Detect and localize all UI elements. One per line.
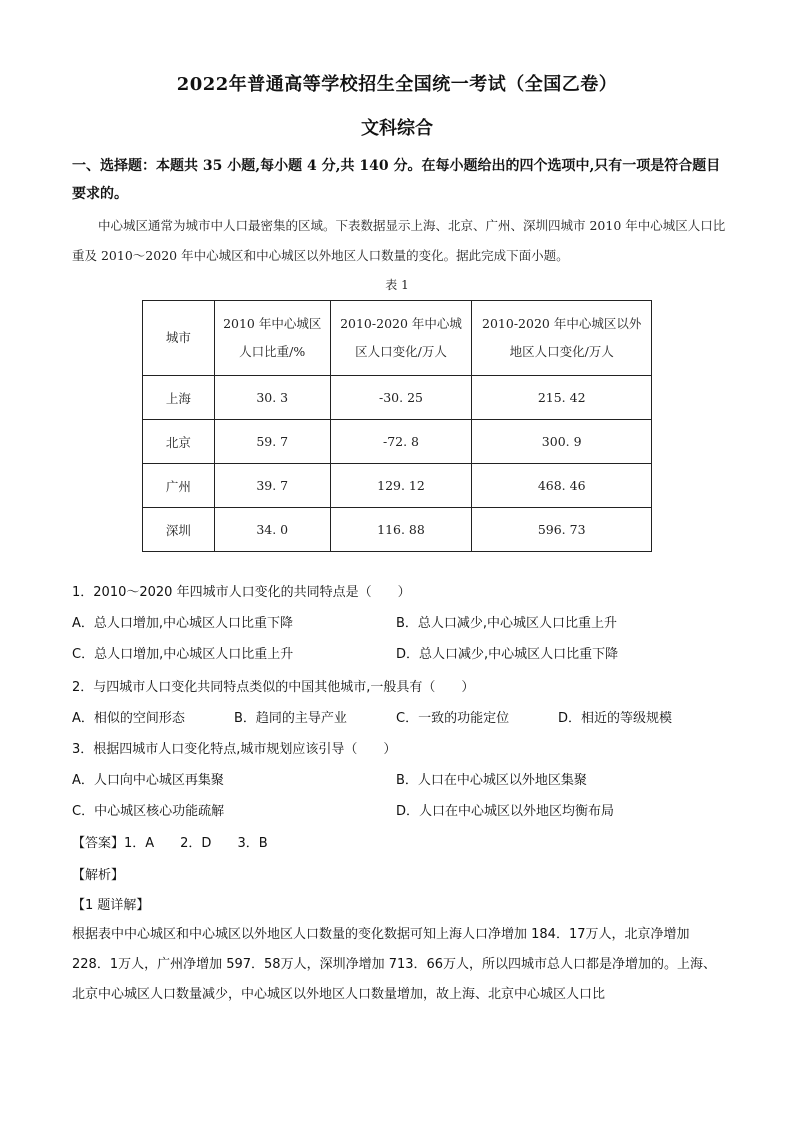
question-1-stem: 1．2010～2020 年四城市人口变化的共同特点是（ ） — [72, 585, 411, 600]
question-3-option-c[interactable]: C．中心城区核心功能疏解 — [72, 804, 225, 819]
question-1-option-b[interactable]: B．总人口减少,中心城区人口比重上升 — [396, 616, 618, 631]
question-2-option-b[interactable]: B．趋同的主导产业 — [234, 711, 347, 726]
table-cell: 广州 — [143, 464, 215, 508]
table-cell: -30. 25 — [330, 376, 472, 420]
question-2-option-a[interactable]: A．相似的空间形态 — [72, 711, 185, 726]
question-1-option-c[interactable]: C．总人口增加,中心城区人口比重上升 — [72, 647, 294, 662]
table-header-row — [143, 301, 652, 376]
section-heading: 一、选择题：本题共 35 小题,每小题 4 分,共 140 分。在每小题给出的四个选项中,只有一项是符合题目要求的。 — [72, 158, 721, 202]
question-3-option-d[interactable]: D．人口在中心城区以外地区均衡布局 — [396, 804, 615, 819]
table-cell: 596. 73 — [472, 508, 652, 552]
table-cell: 116. 88 — [330, 508, 472, 552]
table-cell: 深圳 — [143, 508, 215, 552]
question-2-option-d[interactable]: D．相近的等级规模 — [558, 711, 673, 726]
table-header-cell: 2010-2020 年中心城区以外地区人口变化/万人 — [472, 301, 652, 376]
table-cell: 30. 3 — [214, 376, 330, 420]
analysis-label: 【解析】 — [72, 868, 125, 883]
table-cell: 59. 7 — [214, 420, 330, 464]
population-table — [142, 300, 652, 552]
table-cell: 北京 — [143, 420, 215, 464]
table-row — [143, 508, 652, 552]
table-header-cell: 2010-2020 年中心城区人口变化/万人 — [330, 301, 472, 376]
table-cell: 215. 42 — [472, 376, 652, 420]
table-cell: 上海 — [143, 376, 215, 420]
question-2-stem: 2．与四城市人口变化共同特点类似的中国其他城市,一般具有（ ） — [72, 680, 475, 695]
table-header-cell: 城市 — [143, 301, 215, 376]
answer-key: 【答案】1．A 2．D 3．B — [72, 836, 268, 851]
question-1-option-a[interactable]: A．总人口增加,中心城区人口比重下降 — [72, 616, 294, 631]
table-cell: 129. 12 — [330, 464, 472, 508]
table-row — [143, 376, 652, 420]
explanation-text: 根据表中中心城区和中心城区以外地区人口数量的变化数据可知上海人口净增加 184．17万人，北京净增加 228．1万人，广州净增加 597．58万人，深圳净增加 713．66万人，所以四城市总人口都是净增加的。上海、北京中心城区人口数量减少，中心城区以外地区人口数量增加，故上海、北京中心城区人口比 — [72, 927, 717, 1002]
table-cell: 34. 0 — [214, 508, 330, 552]
question-3-option-a[interactable]: A．人口向中心城区再集聚 — [72, 773, 224, 788]
question-3-stem: 3．根据四城市人口变化特点,城市规划应该引导（ ） — [72, 742, 397, 757]
question-1-option-d[interactable]: D．总人口减少,中心城区人口比重下降 — [396, 647, 619, 662]
detail-label: 【1 题详解】 — [72, 898, 150, 913]
table-caption: 表 1 — [385, 278, 409, 292]
table-row — [143, 464, 652, 508]
table-cell: -72. 8 — [330, 420, 472, 464]
table-cell: 39. 7 — [214, 464, 330, 508]
table-cell: 300. 9 — [472, 420, 652, 464]
question-2-option-c[interactable]: C．一致的功能定位 — [396, 711, 510, 726]
question-3-option-b[interactable]: B．人口在中心城区以外地区集聚 — [396, 773, 587, 788]
exam-subtitle: 文科综合 — [361, 118, 433, 139]
table-row — [143, 420, 652, 464]
exam-title: 2022年普通高等学校招生全国统一考试（全国乙卷） — [176, 74, 618, 95]
table-cell: 468. 46 — [472, 464, 652, 508]
table-header-cell: 2010 年中心城区人口比重/% — [214, 301, 330, 376]
question-intro: 中心城区通常为城市中人口最密集的区域。下表数据显示上海、北京、广州、深圳四城市 2010 年中心城区人口比重及 2010～2020 年中心城区和中心城区以外地区人口数量的变化。据此完成下面小题。 — [72, 218, 726, 263]
